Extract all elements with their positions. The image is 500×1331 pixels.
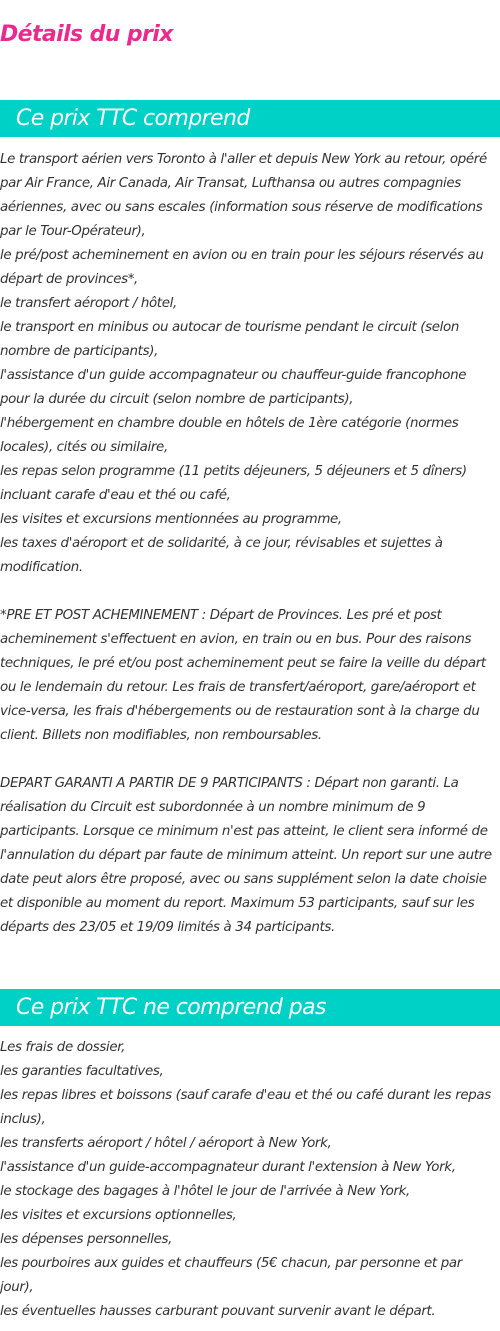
includes-item: le transfert aéroport / hôtel, xyxy=(0,296,177,311)
excludes-item: les visites et excursions optionnelles, xyxy=(0,1208,237,1223)
excludes-item: le stockage des bagages à l'hôtel le jour de l'arrivée à New York, xyxy=(0,1184,410,1199)
excludes-item: l'assistance d'un guide-accompagnateur durant l'extension à New York, xyxy=(0,1160,456,1175)
includes-item: l'hébergement en chambre double en hôtels de 1ère catégorie (normes locales), cités ou similaire, xyxy=(0,416,459,455)
excludes-section-header: Ce prix TTC ne comprend pas xyxy=(0,989,500,1026)
excludes-item: Les frais de dossier, xyxy=(0,1040,126,1055)
excludes-item: les garanties facultatives, xyxy=(0,1064,164,1079)
includes-section-header: Ce prix TTC comprend xyxy=(0,100,500,137)
note-paragraph: *PRE ET POST ACHEMINEMENT : Départ de Provinces. Les pré et post acheminement s'effectuent en avion, en train ou en bus. Pour des raisons techniques, le pré et/ou post acheminement peut se faire la veille du départ ou le lendemain du retour. Les frais de transfert/aéroport, gare/aéroport et vice-versa, les frais d'hébergements ou de restauration sont à la charge du client. Billets non modifiables, non remboursables. xyxy=(0,608,486,743)
includes-list xyxy=(0,148,497,580)
excludes-item: les dépenses personnelles, xyxy=(0,1232,173,1247)
includes-item: Le transport aérien vers Toronto à l'aller et depuis New York au retour, opéré par Air France, Air Canada, Air Transat, Lufthansa ou autres compagnies aériennes, avec ou sans escales (information sous réserve de modifications par le Tour-Opérateur), xyxy=(0,152,487,239)
note-paragraph: DEPART GARANTI A PARTIR DE 9 PARTICIPANTS : Départ non garanti. La réalisation du Circuit est subordonnée à un nombre minimum de 9 participants. Lorsque ce minimum n'est pas atteint, le client sera informé de l'annulation du départ par faute de minimum atteint. Un report sur une autre date peut alors être proposé, avec ou sans supplément selon la date choisie et disponible au moment du report. Maximum 53 participants, sauf sur les départs des 23/05 et 19/09 limités à 34 participants. xyxy=(0,776,492,935)
guaranteed-departure-note xyxy=(0,772,497,940)
excludes-item: les repas libres et boissons (sauf carafe d'eau et thé ou café durant les repas inclus), xyxy=(0,1088,491,1127)
excludes-list xyxy=(0,1036,497,1324)
excludes-item: les éventuelles hausses carburant pouvant survenir avant le départ. xyxy=(0,1304,436,1319)
includes-item: le transport en minibus ou autocar de tourisme pendant le circuit (selon nombre de participants), xyxy=(0,320,460,359)
includes-item: l'assistance d'un guide accompagnateur ou chauffeur-guide francophone pour la durée du circuit (selon nombre de participants), xyxy=(0,368,467,407)
includes-item: le pré/post acheminement en avion ou en train pour les séjours réservés au départ de provinces*, xyxy=(0,248,484,287)
pre-post-transport-note xyxy=(0,604,497,748)
includes-item: les taxes d'aéroport et de solidarité, à ce jour, révisables et sujettes à modification. xyxy=(0,536,443,575)
excludes-item: les pourboires aux guides et chauffeurs (5€ chacun, par personne et par jour), xyxy=(0,1256,462,1295)
includes-item: les repas selon programme (11 petits déjeuners, 5 déjeuners et 5 dîners) incluant carafe d'eau et thé ou café, xyxy=(0,464,467,503)
excludes-item: les transferts aéroport / hôtel / aéroport à New York, xyxy=(0,1136,332,1151)
page-title: Détails du prix xyxy=(0,22,173,47)
includes-item: les visites et excursions mentionnées au programme, xyxy=(0,512,342,527)
